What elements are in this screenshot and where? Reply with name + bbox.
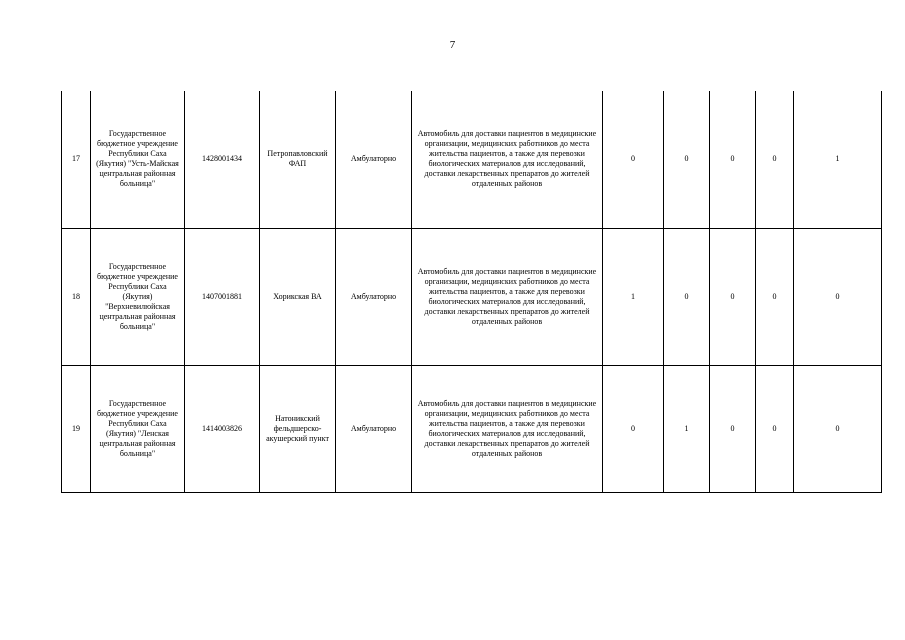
facility-unit: Натоникский фельдшерско-акушерский пункт — [260, 365, 336, 492]
value-cell-5: 1 — [794, 91, 882, 228]
value-cell-1: 0 — [603, 91, 664, 228]
care-type: Амбулаторно — [336, 365, 412, 492]
page-number: 7 — [449, 39, 456, 51]
value-cell-1: 1 — [603, 228, 664, 365]
value-cell-1: 0 — [603, 365, 664, 492]
vehicle-description: Автомобиль для доставки пациентов в медицинские организации, медицинских работников до места жительства пациентов, а также для перевозки биологических материалов для исследований, доставки лекарственных препаратов до жителей отдаленных районов — [412, 228, 603, 365]
value-cell-2: 1 — [664, 365, 710, 492]
organization-name: Государственное бюджетное учреждение Республики Саха (Якутия) "Усть-Майская центральная районная больница" — [91, 91, 185, 228]
care-type: Амбулаторно — [336, 228, 412, 365]
vehicles-table — [61, 91, 882, 493]
value-cell-3: 0 — [710, 365, 756, 492]
table-row — [62, 91, 882, 228]
value-cell-4: 0 — [756, 91, 794, 228]
value-cell-4: 0 — [756, 365, 794, 492]
organization-name: Государственное бюджетное учреждение Республики Саха (Якутия) "Верхневилюйская центральная районная больница" — [91, 228, 185, 365]
row-number: 17 — [62, 91, 91, 228]
value-cell-3: 0 — [710, 91, 756, 228]
facility-unit: Хорикская ВА — [260, 228, 336, 365]
inn-code: 1428001434 — [185, 91, 260, 228]
value-cell-4: 0 — [756, 228, 794, 365]
inn-code: 1414003826 — [185, 365, 260, 492]
vehicle-description: Автомобиль для доставки пациентов в медицинские организации, медицинских работников до места жительства пациентов, а также для перевозки биологических материалов для исследований, доставки лекарственных препаратов до жителей отдаленных районов — [412, 365, 603, 492]
value-cell-5: 0 — [794, 365, 882, 492]
table-row — [62, 228, 882, 365]
care-type: Амбулаторно — [336, 91, 412, 228]
value-cell-2: 0 — [664, 91, 710, 228]
table-row — [62, 365, 882, 492]
value-cell-5: 0 — [794, 228, 882, 365]
value-cell-2: 0 — [664, 228, 710, 365]
inn-code: 1407001881 — [185, 228, 260, 365]
value-cell-3: 0 — [710, 228, 756, 365]
organization-name: Государственное бюджетное учреждение Республики Саха (Якутия) "Ленская центральная районная больница" — [91, 365, 185, 492]
row-number: 18 — [62, 228, 91, 365]
facility-unit: Петропавловский ФАП — [260, 91, 336, 228]
row-number: 19 — [62, 365, 91, 492]
vehicle-description: Автомобиль для доставки пациентов в медицинские организации, медицинских работников до места жительства пациентов, а также для перевозки биологических материалов для исследований, доставки лекарственных препаратов до жителей отдаленных районов — [412, 91, 603, 228]
